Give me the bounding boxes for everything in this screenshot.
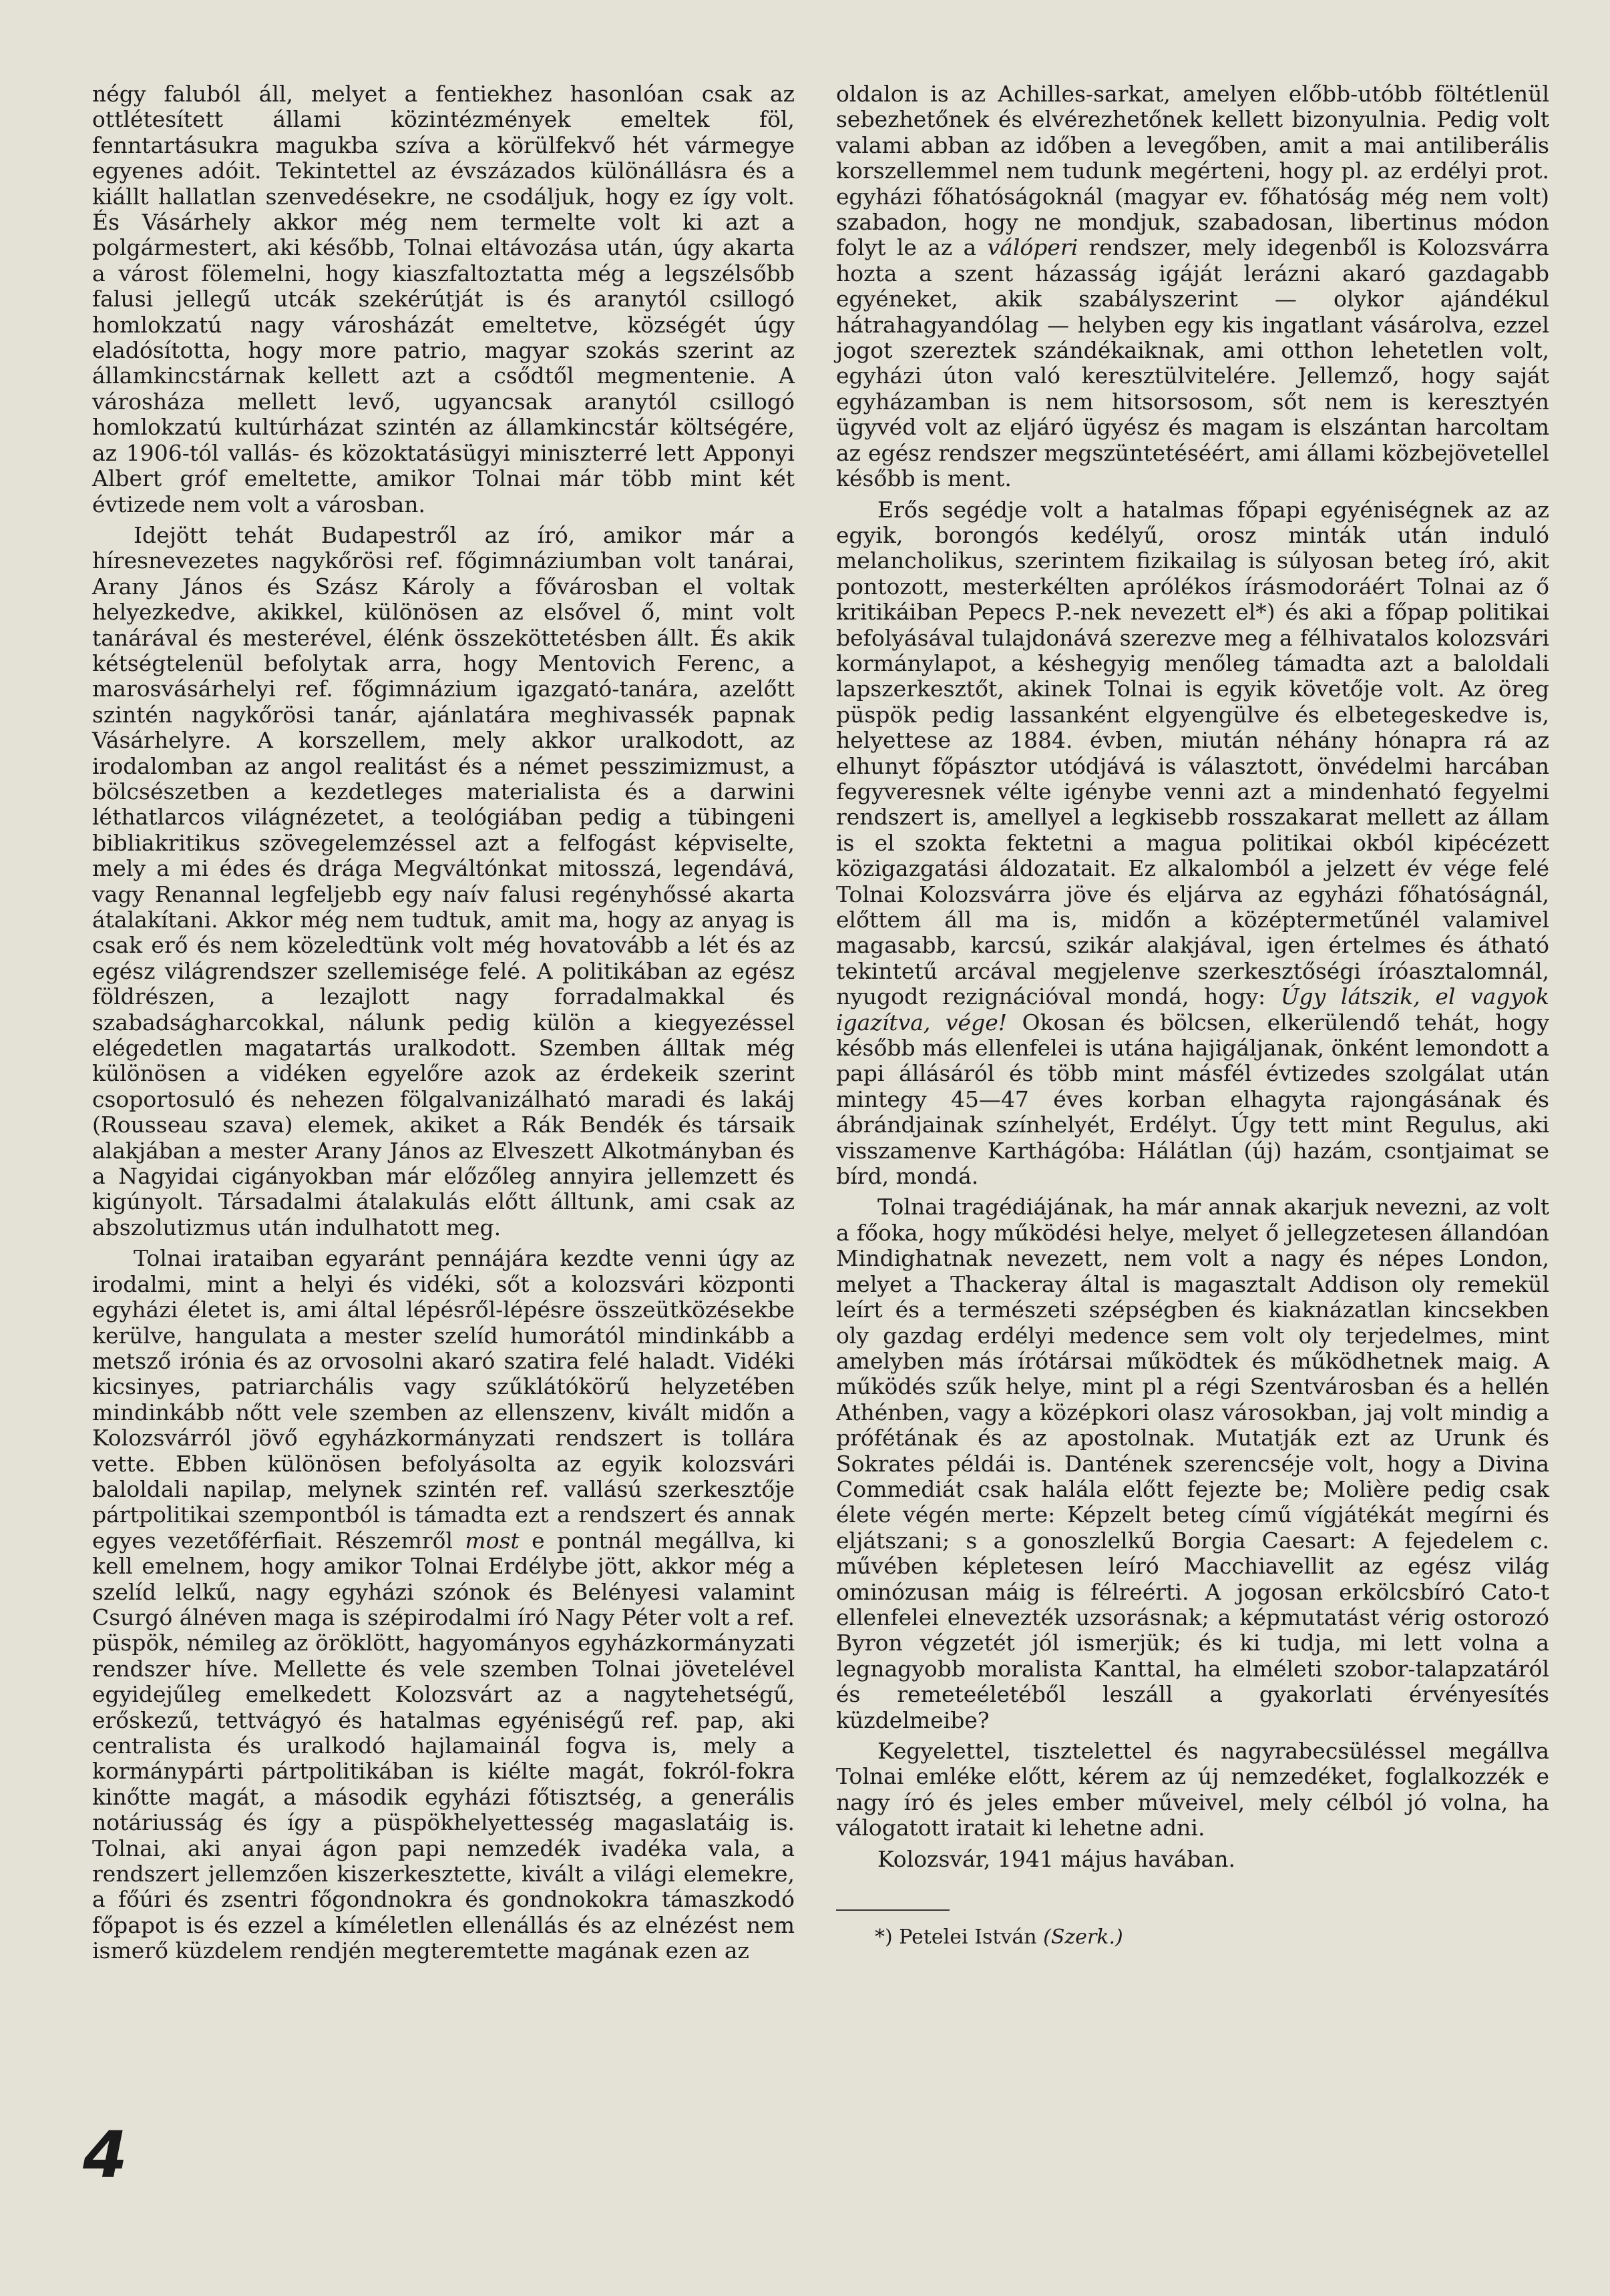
left-paragraph-2: Idejött tehát Budapestről az író, amikor már a híresnevezetes nagykőrösi ref. főgimnáziumban volt tanárai, Arany János és Szász Károly a fővárosban el voltak helyezkedve, akikkel, különösen az elsővel ő, mint volt tanárával és mesterével, élénk összeköttetésben állt. És akik kétségtelenül befolytak arra, hogy Mentovich Ferenc, a marosvásárhelyi ref. főgimnázium igazgató-tanára, azelőtt szintén nagykőrösi tanár, ajánlatára meghivassék papnak Vásárhelyre. A korszellem, mely akkor uralkodott, az irodalomban az angol realitást és a német pesszimizmust, a bölcsészetben a kezdetleges materialista és a darwini léthatlarcos világnézetet, a teológiában pedig a tübingeni bibliakritikus szövegelemzéssel azt a felfogást képviselte, mely a mi édes és drága Megváltónkat mitosszá, legendává, vagy Renannal legfeljebb egy naív falusi regényhőssé akarta átalakítani. Akkor még nem tudtuk, amit ma, hogy az anyag is csak erő és nem közeledtünk volt még hovatovább a lét és az egész világrendszer szellemisége felé. A politikában az egész földrészen, a lezajlott nagy forradalmakkal és szabadságharcokkal, nálunk pedig külön a kiegyezéssel elégedetlen magatartás uralkodott. Szemben álltak még különösen a vidéken egyelőre azok az érdekeik szerint csoportosuló és nehezen fölgalvanizálható maradi és lakáj (Rousseau szava) elemek, akiket a Rák Bendék és társaik alakjában a mester Arany János az Elveszett Alkotmányban és a Nagyidai cigányokban már előzőleg annyira jellemzett és kigúnyolt. Társadalmi átalakulás előtt álltunk, ami csak az abszolutizmus után indulhatott meg. — [92, 521, 795, 1240]
right-column — [836, 81, 1549, 1949]
page-number: 4 — [83, 2118, 128, 2193]
left-paragraph-1: négy faluból áll, melyet a fentiekhez hasonlóan csak az ottlétesített állami közintézmények emeltek föl, fenntartásukra magukba szíva a körülfekvő hét vármegye egyenes adóit. Tekintettel az évszázados különállásra és a kiállt hallatlan szenvedésekre, ne csodáljuk, hogy ez így volt. És Vásárhely akkor még nem termelte volt ki azt a polgármestert, aki később, Tolnai eltávozása után, úgy akarta a várost fölemelni, hogy kiaszfaltoztatta még a legszélsőbb falusi jellegű utcák szekérútját is és aranytól csillogó homlokzatú nagy városházát emeltetve, községét úgy eladósította, hogy more patrio, magyar szokás szerint az államkincstárnak kellett azt a csődtől megmentenie. A városháza mellett levő, ugyancsak aranytól csillogó homlokzatú kultúrházat szintén az államkincstár költségére, az 1906-tól vallás- és közoktatásügyi miniszterré lett Apponyi Albert gróf emeltette, amikor Tolnai már több mint két évtizede nem volt a városban. — [92, 81, 795, 517]
right-paragraph-2: Erős segédje volt a hatalmas főpapi egyéniségnek az az egyik, borongós kedélyű, orosz minták után induló melancholikus, szerintem fizikailag is súlyosan beteg író, akit pontozott, mesterkélten aprólékos írásmodoráért Tolnai az ő kritikáiban Pepecs P.-nek nevezett el*) és aki a főpap politikai befolyásával tulajdonává szerezve meg a félhivatalos kolozsvári kormánylapot, a késhegyig menőleg támadta azt a baloldali lapszerkesztőt, akinek Tolnai is egyik követője volt. Az öreg püspök pedig lassanként elgyengülve és elbetegeskedve is, helyettese az 1884. évben, miután néhány hónapra rá az elhunyt főpásztor utódjává is választott, önvédelmi harcában fegyveresnek vélte igénybe venni azt a mindenható fegyelmi rendszert is, amellyel a legkisebb rosszakarat mellett az állam is el szokta fektetni a magua politikai okból kipécézett közigazgatási áldozatait. Ez alkalomból a jelzett év vége felé Tolnai Kolozsvárra jöve és eljárva az egyházi főhatóságnál, előttem áll ma is, midőn a középtermetűnél valamivel magasabb, karcsú, szikár alakjával, igen értelmes és átható tekintetű arcával megjelenve szerkesztőségi íróasztalomnál, nyugodt rezignációval mondá, hogy: Úgy látszik, el vagyok igazítva, vége! Okosan és bölcsen, elkerülendő tehát, hogy később más ellenfelei is utána hajigáljanak, önként lemondott a papi állásáról és több mint másfél évtizedes szolgálat után mintegy 45—47 éves korban elhagyta rajongásának és ábrándjainak színhelyét, Erdélyt. Úgy tett mint Regulus, aki visszamenve Karthágóba: Hálátlan (új) hazám, csontjaimat se bírd, mondá. — [836, 496, 1549, 1190]
italic-word-valoperi: válóperi — [987, 234, 1078, 261]
italic-word-most: most — [465, 1527, 520, 1554]
right-paragraph-4: Kegyelettel, tisztelettel és nagyrabecsüléssel megállva Tolnai emléke előtt, kérem az új nemzedéket, foglalkozzék e nagy író és jeles ember műveivel, mely célból jó volna, ha válogatott iratait ki lehetne adni. — [836, 1738, 1549, 1841]
signature-line: Kolozsvár, 1941 május havában. — [877, 1845, 1235, 1872]
footnote-editor-note: (Szerk.) — [1043, 1925, 1123, 1949]
italic-quote: Úgy látszik, el vagyok igazítva, vége! — [836, 983, 1549, 1036]
footnote-divider — [836, 1909, 950, 1911]
footnote: *) Petelei István (Szerk.) — [875, 1925, 1123, 1949]
left-paragraph-3: Tolnai irataiban egyaránt pennájára kezdte venni úgy az irodalmi, mint a helyi és vidéki, sőt a kolozsvári központi egyházi életet is, ami által lépésről-lépésre összeütközésekbe kerülve, hangulata a mester szelíd humorától mindinkább a metsző irónia és az orvosolni akaró szatira felé haladt. Vidéki kicsinyes, patriarchális vagy szűklátókörű helyzetében mindinkább nőtt vele szemben az ellenszenv, kivált midőn a Kolozsvárról jövő egyházkormányzati rendszert is tollára vette. Ebben különösen befolyásolta az egyik kolozsvári baloldali napilap, melynek szintén ref. vallású szerkesztője pártpolitikai szempontból is támadta ezt a rendszert és annak egyes vezetőférfiait. Részemről most e pontnál megállva, ki kell emelnem, hogy amikor Tolnai Erdélybe jött, akkor még a szelíd lelkű, nagy egyházi szónok és Belényesi valamint Csurgó álnéven maga is szépirodalmi író Nagy Péter volt a ref. püspök, némileg az öröklött, hagyományos egyházkormányzati rendszer híve. Mellette és vele szemben Tolnai jövetelével egyidejűleg emelkedett Kolozsvárt az a nagytehetségű, erőskezű, tettvágyó és hatalmas egyéniségű ref. pap, aki centralista és uralkodó hajlamainál fogva is, mely a kormánypárti pártpolitikában is kiélte magát, fokról-fokra kinőtte magát, a második egyházi főtisztség, a generális notáriusság és így a püspökhelyettesség magaslatáig is. Tolnai, aki anyai ágon papi nemzedék ivadéka vala, a rendszert jellemzően kiszerkesztette, kivált a világi elemekre, a főúri és zsentri főgondnokra és gondnokokra támaszkodó főpapot is és ezzel a kíméletlen ellenállás és az elnézést nem ismerő küzdelem rendjén megteremtette magának ezen az — [92, 1245, 795, 1964]
right-paragraph-1: oldalon is az Achilles-sarkat, amelyen előbb-utóbb föltétlenül sebezhetőnek és elvérezhetőnek kellett bizonyulnia. Pedig volt valami abban az időben a levegőben, amit a mai antiliberális korszellemmel nem tudunk megérteni, hogy pl. az erdélyi prot. egyházi főhatóságoknál (magyar ev. főhatóság még nem volt) szabadon, hogy ne mondjuk, szabadosan, libertinus módon folyt le az a válóperi rendszer, mely idegenből is Kolozsvárra hozta a szent házasság igáját lerázni akaró gazdagabb egyéneket, akik szabályszerint — olykor ajándékul hátrahagyandólag — helyben egy kis ingatlant vásárolva, ezzel jogot szereztek szándékaiknak, ami otthon lehetetlen volt, egyházi úton való keresztülvitelére. Jellemző, hogy saját egyházamban is nem hitsorsosom, sőt nem is keresztyén ügyvéd volt az eljáró ügyész és magam is elszántan harcoltam az egész rendszer megszüntetéséért, ami állami közbejövetellel később is ment. — [836, 81, 1549, 492]
left-column — [92, 81, 795, 1964]
right-paragraph-3: Tolnai tragédiájának, ha már annak akarjuk nevezni, az volt a főoka, hogy működési helye, melyet ő jellegzetesen állandóan Mindighatnak nevezett, nem volt a nagy és népes London, melyet a Thackeray által is magasztalt Addison oly remekül leírt és a természeti szépségben és kiaknázatlan kincsekben oly gazdag erdélyi medence sem volt oly terjedelmes, mint amelyben más írótársai működtek és működhetnek maig. A működés szűk helye, mint pl a régi Szentvárosban és a hellén Athénben, vagy a középkori olasz városokban, jaj volt mindig a prófétának és az apostolnak. Mutatják ezt az Urunk és Sokrates példái is. Dantének szerencséje volt, hogy a Divina Commediát csak halála előtt fejezte be; Molière pedig csak élete végén merte: Képzelt beteg című vígjátékát megírni és eljátszani; s a gonoszlelkű Borgia Caesart: A fejedelem c. művében képletesen leíró Macchiavellit az egész világ ominózusan máig is félreérti. A jogosan erkölcsbíró Cato-t ellenfelei elnevezték uzsorásnak; a képmutatást vérig ostorozó Byron végzetét jól ismerjük; és ki tudja, mi lett volna a legnagyobb moralista Kanttal, ha elméleti szobor-talapzatáról és remeteéletéből leszáll a gyakorlati érvényesítés küzdelmeibe? — [836, 1194, 1549, 1733]
